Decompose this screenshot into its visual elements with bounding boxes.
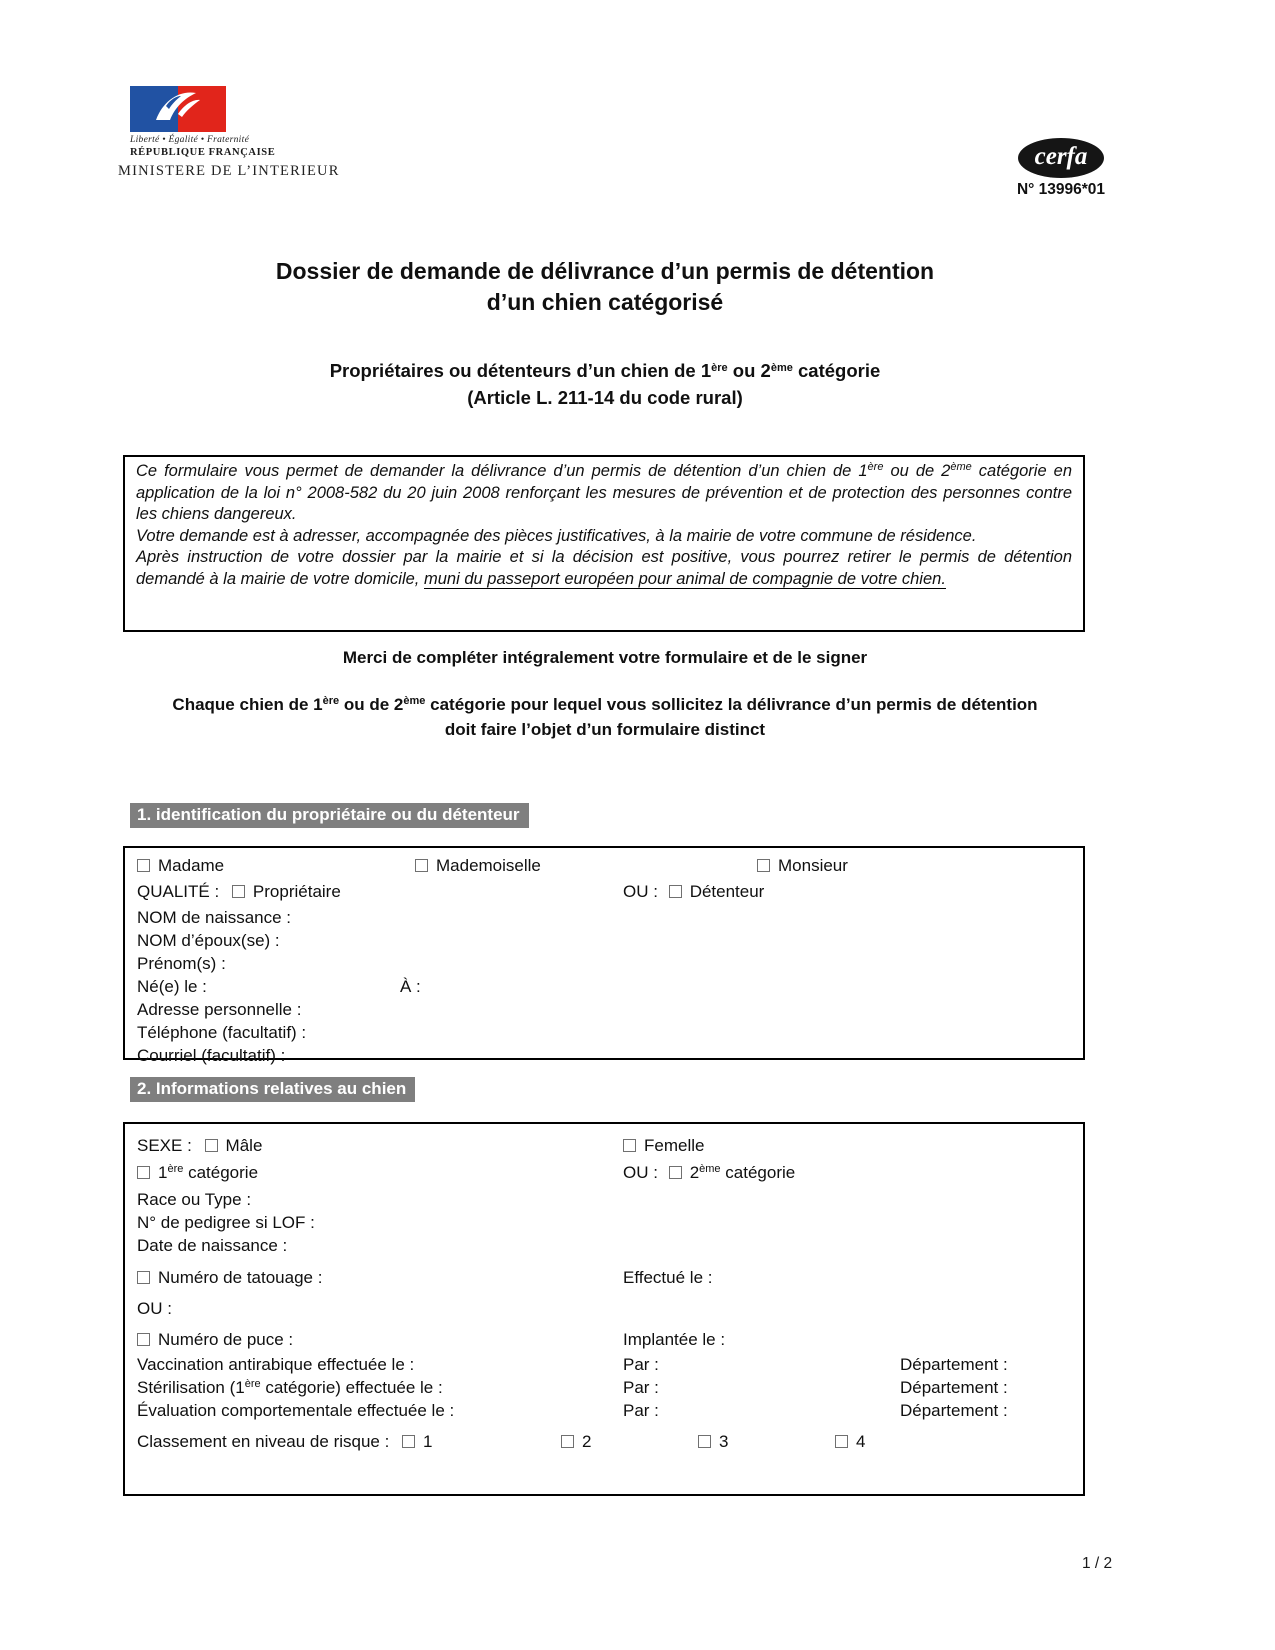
underlined-passport-clause: muni du passeport européen pour animal de compagnie de votre chien.: [423, 569, 946, 588]
page-subtitle: [0, 357, 1210, 411]
checkbox-proprietaire[interactable]: [232, 885, 245, 898]
classement-row: [137, 1430, 1083, 1453]
cerfa-logo: cerfa: [1018, 138, 1104, 178]
categorie-2: OU : 2ème catégorie: [623, 1163, 796, 1182]
categorie-1: 1ère catégorie: [137, 1163, 258, 1182]
checkbox-risk-2[interactable]: [561, 1435, 574, 1448]
section1-header: 1. identification du propriétaire ou du détenteur: [130, 803, 529, 828]
field-ne-a: À :: [400, 977, 421, 996]
puce-row: Numéro de puce : Implantée le :: [137, 1328, 1083, 1351]
notice-paragraph-1: Ce formulaire vous permet de demander la délivrance d’un permis de détention d’un chien de 1ère ou de 2ème catégorie en application de la loi n° 2008-582 du 20 juin 2008 renforçant les mesures de prévention et de protection des personnes contre les chiens dangereux.: [136, 461, 1073, 523]
civility-mademoiselle: Mademoiselle: [415, 854, 541, 877]
instruction-line2: Chaque chien de 1ère ou de 2ème catégorie pour lequel vous sollicitez la délivrance d’un permis de détention: [172, 695, 1038, 714]
qualite-detenteur: OU : Détenteur: [623, 882, 765, 901]
civility-row: [137, 854, 1083, 880]
field-courriel: Courriel (facultatif) :: [137, 1046, 286, 1065]
cerfa-number: N° 13996*01: [1016, 181, 1106, 198]
notice-box: [123, 455, 1085, 632]
motto-text: Liberté • Égalité • Fraternité: [130, 135, 250, 145]
sterilisation-row: [137, 1376, 1083, 1399]
subtitle-line1: Propriétaires ou détenteurs d’un chien de 1ère ou 2ème catégorie: [329, 360, 881, 381]
sexe-male: Mâle: [205, 1136, 263, 1155]
checkbox-male[interactable]: [205, 1139, 218, 1152]
republique-francaise-flag-icon: [130, 86, 226, 132]
risk-option-4: 4: [835, 1430, 865, 1453]
field-effectue-le: Effectué le :: [623, 1268, 713, 1287]
page-title: [0, 256, 1210, 318]
field-race: Race ou Type :: [137, 1190, 252, 1209]
instruction-line3: doit faire l’objet d’un formulaire distinct: [444, 720, 766, 739]
tatouage-row: Numéro de tatouage : Effectué le :: [137, 1266, 1083, 1289]
republique-francaise-label: RÉPUBLIQUE FRANÇAISE: [130, 147, 276, 158]
risk-option-2: 2: [561, 1430, 591, 1453]
sexe-label: SEXE :: [137, 1136, 192, 1155]
sterilisation-departement: Département :: [900, 1378, 1008, 1397]
sexe-femelle: Femelle: [623, 1134, 704, 1157]
field-implantee-le: Implantée le :: [623, 1330, 726, 1349]
checkbox-categorie-1[interactable]: [137, 1166, 150, 1179]
notice-paragraph-3: Après instruction de votre dossier par la mairie et si la décision est positive, vous pourrez retirer le permis de détention demandé à la mairie de votre domicile, muni du passeport européen pour animal de compagnie de votre chien.: [136, 548, 1072, 588]
risk-option-1: 1: [402, 1432, 432, 1451]
checkbox-risk-3[interactable]: [698, 1435, 711, 1448]
field-adresse: Adresse personnelle :: [137, 1000, 302, 1019]
qualite-proprietaire: Propriétaire: [232, 882, 341, 901]
instruction-distinct-form: [0, 692, 1210, 742]
risk-option-3: 3: [698, 1430, 728, 1453]
checkbox-risk-4[interactable]: [835, 1435, 848, 1448]
civility-madame: Madame: [137, 856, 224, 875]
evaluation-row: Évaluation comportementale effectuée le : Par : Département :: [137, 1401, 1008, 1420]
checkbox-categorie-2[interactable]: [669, 1166, 682, 1179]
qualite-label: QUALITÉ :: [137, 882, 220, 901]
evaluation-par: Par :: [623, 1401, 659, 1420]
qualite-row: [137, 880, 1083, 906]
checkbox-risk-1[interactable]: [402, 1435, 415, 1448]
sterilisation-par: Par :: [623, 1378, 659, 1397]
ou-row: OU :: [137, 1299, 172, 1318]
title-line2: d’un chien catégorisé: [486, 289, 724, 315]
section1-box: [123, 846, 1085, 1065]
checkbox-femelle[interactable]: [623, 1139, 636, 1152]
categorie-row: [137, 1161, 1083, 1188]
evaluation-departement: Département :: [900, 1401, 1008, 1420]
field-date-naissance: Date de naissance :: [137, 1236, 288, 1255]
vaccination-row: Vaccination antirabique effectuée le : Par : Département :: [137, 1355, 1008, 1374]
instruction-sign-line: Merci de compléter intégralement votre formulaire et de le signer: [342, 648, 868, 667]
vaccination-departement: Département :: [900, 1355, 1008, 1374]
government-logo-block: [118, 86, 378, 180]
field-nom-naissance: NOM de naissance :: [137, 908, 292, 927]
checkbox-monsieur[interactable]: [757, 859, 770, 872]
ministry-label: MINISTERE DE L’INTERIEUR: [118, 163, 340, 179]
classement-label: Classement en niveau de risque :: [137, 1432, 390, 1451]
field-telephone: Téléphone (facultatif) :: [137, 1023, 307, 1042]
checkbox-mademoiselle[interactable]: [415, 859, 428, 872]
checkbox-madame[interactable]: [137, 859, 150, 872]
section2-header: 2. Informations relatives au chien: [130, 1077, 415, 1102]
cerfa-block: [1002, 138, 1120, 199]
sterilisation-label: Stérilisation (1ère catégorie) effectuée le :: [137, 1378, 443, 1397]
field-ne-le: Né(e) le : À :: [137, 977, 421, 996]
checkbox-detenteur[interactable]: [669, 885, 682, 898]
sexe-row: [137, 1134, 1083, 1161]
vaccination-par: Par :: [623, 1355, 659, 1374]
checkbox-tatouage[interactable]: [137, 1271, 150, 1284]
subtitle-line2: (Article L. 211-14 du code rural): [467, 387, 743, 408]
civility-monsieur: Monsieur: [757, 854, 848, 877]
page-number: 1 / 2: [1082, 1555, 1113, 1572]
title-line1: Dossier de demande de délivrance d’un permis de détention: [275, 258, 935, 284]
field-pedigree: N° de pedigree si LOF :: [137, 1213, 315, 1232]
notice-paragraph-2: Votre demande est à adresser, accompagnée des pièces justificatives, à la mairie de votre commune de résidence.: [136, 526, 977, 545]
field-nom-epoux: NOM d’époux(se) :: [137, 931, 280, 950]
field-prenoms: Prénom(s) :: [137, 954, 226, 973]
checkbox-puce[interactable]: [137, 1333, 150, 1346]
section2-box: [123, 1122, 1085, 1496]
